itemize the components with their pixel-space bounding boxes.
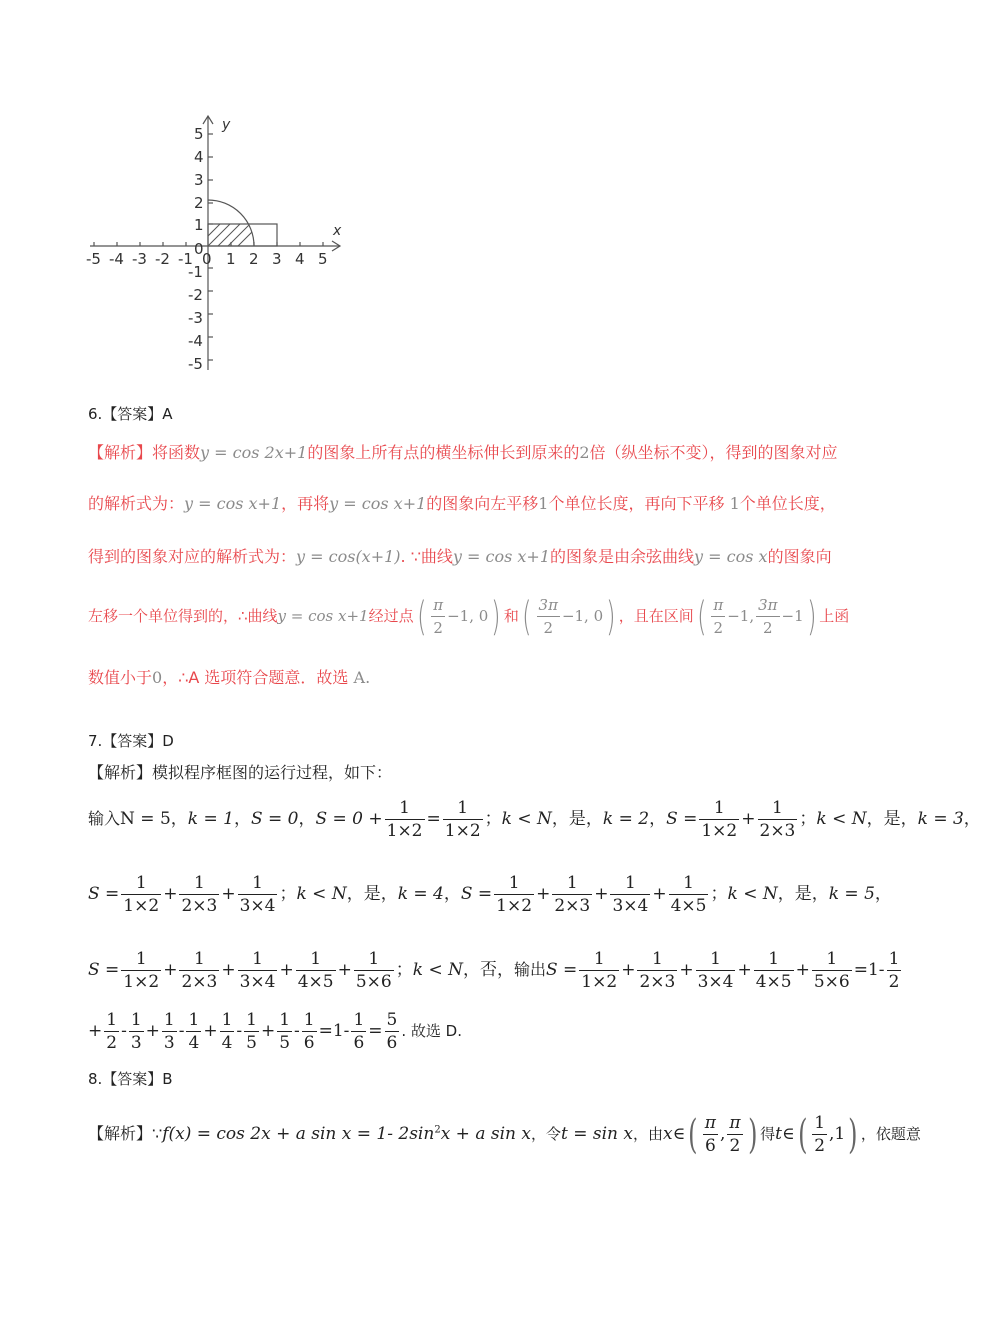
frac-num: 1	[696, 948, 736, 971]
frac-num: 1	[221, 1010, 233, 1030]
frac-den: 4	[188, 1033, 200, 1053]
y-tick: -4	[188, 332, 203, 350]
math: 2	[579, 443, 590, 462]
frac-num: 1	[758, 797, 798, 820]
frac-num: 5	[386, 1010, 398, 1030]
x-axis-label: x	[333, 223, 342, 239]
math: k < N	[816, 809, 867, 829]
text: 【解析】将函数	[88, 443, 201, 462]
math: k < N	[412, 960, 463, 980]
frac-num: 1	[552, 872, 592, 895]
math: -	[294, 1021, 300, 1041]
text: ，∴A 选项符合题意．故选	[162, 668, 349, 687]
math: −1	[781, 607, 804, 625]
math: +	[536, 884, 551, 904]
q7-answer-heading: 7.【答案】D	[88, 732, 174, 750]
text: . ∵曲线	[400, 547, 453, 566]
frac-den: 2	[433, 619, 443, 637]
text: 上函	[819, 607, 850, 625]
y-tick: -2	[188, 286, 203, 304]
text: . 故选 D.	[401, 1022, 462, 1040]
text: 输出	[513, 960, 546, 979]
frac-den: 2	[814, 1136, 826, 1156]
text: ，	[777, 884, 795, 904]
coordinate-graph	[84, 108, 354, 378]
math: +	[737, 960, 752, 980]
math: +	[260, 1021, 276, 1041]
frac-den: 1×2	[496, 896, 533, 916]
math: S = 0 +	[315, 809, 383, 829]
math: +	[221, 884, 236, 904]
frac-num: π	[729, 1113, 741, 1133]
q7-row-4	[88, 1009, 462, 1054]
frac-num: 1	[814, 1113, 826, 1133]
q6-explanation-line-4	[88, 594, 849, 639]
paren: (	[688, 1111, 698, 1158]
math: S = 0	[250, 809, 299, 829]
frac-den: 5	[246, 1033, 257, 1053]
frac-num: 1	[279, 1010, 291, 1030]
math: +	[594, 884, 609, 904]
frac-num: 1	[303, 1010, 315, 1030]
frac-den: 4×5	[297, 972, 334, 992]
frac-den: 1×2	[581, 972, 618, 992]
frac-num: 1	[238, 948, 278, 971]
math: +	[679, 960, 694, 980]
text: ，	[866, 809, 884, 829]
math: +	[163, 960, 178, 980]
frac-den: 4×5	[670, 896, 707, 916]
frac-den: 2×3	[554, 896, 591, 916]
frac-num: 1	[637, 948, 677, 971]
frac-den: 2	[713, 619, 724, 637]
math: x∈	[662, 1124, 686, 1144]
origin-label: 0	[194, 240, 204, 258]
y-tick: 5	[194, 125, 204, 143]
frac-num: 1	[812, 948, 852, 971]
frac-den: 2	[729, 1136, 741, 1156]
text: 得到的图象对应的解析式为：	[88, 547, 297, 566]
frac-num: 1	[610, 872, 650, 895]
text: 的图象上所有点的横坐标伸长到原来的	[307, 443, 580, 462]
text: 的解析式为：	[88, 494, 185, 513]
text: ；	[484, 809, 502, 829]
q6-explanation-line-3	[88, 546, 832, 568]
math: =	[368, 1021, 383, 1041]
text: ，由	[632, 1125, 663, 1143]
math: +	[203, 1021, 218, 1041]
frac-num: 1	[106, 1010, 118, 1030]
text: ，	[963, 809, 981, 829]
frac-den: 2	[543, 619, 553, 637]
y-tick: -1	[188, 263, 203, 281]
math: x + a sin x	[440, 1124, 531, 1144]
frac-num: 1	[296, 948, 336, 971]
text: ，	[380, 884, 398, 904]
x-tick: -3	[132, 250, 147, 268]
math: +	[163, 884, 178, 904]
text: 的图象向	[767, 547, 832, 566]
text: ，	[874, 884, 892, 904]
frac-num: 1	[121, 872, 161, 895]
math: −1, 0	[561, 607, 604, 625]
text: 得	[760, 1125, 776, 1143]
frac-den: 2×3	[181, 896, 218, 916]
math: k < N	[501, 809, 552, 829]
frac-den: 1×2	[701, 821, 738, 841]
y-tick: -5	[188, 355, 203, 373]
math: k = 2	[602, 809, 650, 829]
text: 左移一个单位得到的，∴曲线	[88, 607, 278, 625]
frac-num: 1	[179, 948, 219, 971]
text: ，	[233, 809, 251, 829]
frac-den: 2	[888, 972, 900, 992]
y-tick: -3	[188, 309, 203, 327]
x-tick: -2	[155, 250, 170, 268]
math: -	[236, 1021, 243, 1041]
q6-explanation-line-5	[88, 667, 370, 689]
text: 个单位长度，	[739, 494, 836, 513]
math: A	[353, 668, 366, 687]
math: S =	[460, 884, 493, 904]
frac-num: π	[704, 1113, 716, 1133]
math: +	[279, 960, 294, 980]
text: 是	[883, 809, 901, 829]
text: 和	[503, 607, 519, 625]
frac-den: 3	[163, 1033, 175, 1053]
q7-explanation-intro: 【解析】模拟程序框图的运行过程，如下：	[88, 763, 393, 782]
paren: )	[491, 593, 501, 640]
math: +	[221, 960, 236, 980]
math: -	[121, 1021, 127, 1041]
text: 是	[794, 884, 812, 904]
frac-num: 1	[888, 949, 900, 969]
text: 倍（纵坐标不变），得到的图象对应	[589, 443, 838, 462]
frac-den: 4×5	[755, 972, 792, 992]
paren: (	[522, 593, 532, 640]
math: +	[88, 1021, 103, 1041]
frac-den: 5×6	[355, 972, 392, 992]
text: ，	[298, 809, 316, 829]
frac-den: 3×4	[239, 972, 276, 992]
math-superscript: 2	[434, 1124, 441, 1136]
math: t∈	[775, 1124, 795, 1144]
y-tick: 1	[194, 216, 204, 234]
math: 1	[729, 494, 740, 513]
math: -	[178, 1021, 185, 1041]
text: ，	[900, 809, 918, 829]
frac-num: 1	[443, 797, 483, 820]
math: =	[426, 809, 441, 829]
frac-num: 1	[669, 872, 709, 895]
math: k = 4	[397, 884, 444, 904]
math: k < N	[727, 884, 778, 904]
text: ，令	[530, 1125, 561, 1143]
math: +	[337, 960, 352, 980]
frac-den: 2×3	[639, 972, 676, 992]
math: y = cos 2x+1	[200, 443, 308, 462]
math: y = cos x	[694, 547, 768, 566]
x-tick: -5	[86, 250, 101, 268]
text: 【解析】∵	[88, 1124, 163, 1143]
frac-den: 3×4	[697, 972, 734, 992]
text: ，再将	[281, 494, 330, 513]
frac-num: 1	[754, 948, 794, 971]
math: k = 5	[828, 884, 875, 904]
frac-num: 1	[353, 1010, 365, 1030]
x-tick: 3	[272, 250, 282, 268]
frac-den: 6	[386, 1033, 398, 1053]
math: +	[621, 960, 636, 980]
math: +	[795, 960, 810, 980]
text: ，依题意	[860, 1125, 921, 1143]
text: ，	[551, 809, 569, 829]
text: 数值小于	[88, 668, 153, 687]
text: 的图象是由余弦曲线	[550, 547, 695, 566]
frac-den: 2	[106, 1033, 118, 1053]
math: −1,	[727, 607, 755, 625]
text: ，	[649, 809, 667, 829]
math: t = sin x	[560, 1124, 633, 1144]
y-tick: 2	[194, 194, 204, 212]
x-tick: -4	[109, 250, 124, 268]
frac-den: 5×6	[813, 972, 850, 992]
q8-answer-heading: 8.【答案】B	[88, 1070, 173, 1088]
frac-num: 1	[699, 797, 739, 820]
paren: (	[797, 1111, 808, 1158]
q6-answer-heading: 6.【答案】A	[88, 405, 173, 423]
math: ,	[719, 1124, 726, 1144]
frac-num: 3π	[756, 594, 779, 617]
frac-num: π	[431, 594, 445, 617]
frac-num: 1	[130, 1010, 142, 1030]
frac-den: 6	[704, 1136, 716, 1156]
math: y = cos x+1	[277, 607, 369, 625]
math: y = cos x+1	[452, 547, 551, 566]
math: +	[145, 1021, 160, 1041]
math: .	[365, 668, 371, 687]
x-tick: 1	[226, 250, 236, 268]
text: ；	[799, 809, 817, 829]
text: 的图象向左平移	[426, 494, 539, 513]
frac-den: 1×2	[386, 821, 423, 841]
text: ，	[811, 884, 829, 904]
q7-row-3	[88, 948, 903, 993]
frac-num: 1	[179, 872, 219, 895]
frac-den: 3×4	[239, 896, 276, 916]
frac-den: 6	[303, 1033, 315, 1053]
math: S =	[546, 960, 578, 980]
frac-den: 2	[763, 619, 773, 637]
math: k < N	[296, 884, 347, 904]
frac-den: 1×2	[123, 972, 160, 992]
paren: (	[416, 593, 427, 640]
math: =1-	[853, 960, 885, 980]
text: ，	[585, 809, 603, 829]
math: +	[652, 884, 667, 904]
text: ，	[496, 960, 514, 980]
text: ；	[395, 960, 413, 980]
paren: )	[606, 593, 616, 640]
math: y = cos(x+1)	[296, 547, 401, 566]
q7-row-1	[88, 797, 981, 842]
math: k = 1	[187, 809, 234, 829]
x-tick: 2	[249, 250, 259, 268]
text: 是	[568, 809, 586, 829]
text: ，	[462, 960, 480, 980]
text: ，	[443, 884, 461, 904]
math: 0	[152, 668, 163, 687]
text: 否	[479, 960, 497, 980]
frac-num: 1	[246, 1010, 257, 1030]
math: S =	[88, 884, 120, 904]
paren: )	[806, 593, 817, 640]
paren: )	[848, 1111, 858, 1158]
math: 1	[538, 494, 549, 513]
text: 输入	[88, 809, 121, 828]
frac-den: 4	[221, 1033, 233, 1053]
q8-explanation-line-1	[88, 1112, 921, 1157]
frac-num: 3π	[537, 594, 560, 617]
frac-num: 1	[354, 948, 394, 971]
y-tick: 3	[194, 171, 204, 189]
frac-num: π	[711, 594, 725, 617]
y-tick: 4	[194, 148, 204, 166]
x-tick: 5	[318, 250, 328, 268]
math: +	[741, 809, 756, 829]
q7-row-2	[88, 872, 892, 917]
text: ；	[710, 884, 728, 904]
frac-den: 3×4	[612, 896, 649, 916]
paren: (	[696, 593, 707, 640]
math: y = cos x+1	[184, 494, 282, 513]
text: ，	[346, 884, 364, 904]
math: S =	[666, 809, 698, 829]
math: y = cos x+1	[329, 494, 427, 513]
text: ，且在区间	[618, 607, 694, 625]
paren: )	[747, 1111, 758, 1158]
frac-num: 1	[163, 1010, 175, 1030]
text: 经过点	[368, 607, 414, 625]
math: k = 3	[917, 809, 964, 829]
frac-num: 1	[238, 872, 278, 895]
frac-den: 6	[353, 1033, 365, 1053]
frac-den: 3	[130, 1033, 142, 1053]
math: ,1	[829, 1124, 846, 1144]
frac-den: 2×3	[759, 821, 796, 841]
frac-num: 1	[121, 948, 161, 971]
frac-num: 1	[188, 1010, 200, 1030]
q6-explanation-line-2	[88, 493, 836, 515]
math: =1-	[318, 1021, 350, 1041]
math: S =	[88, 960, 120, 980]
x-tick: -1	[178, 250, 193, 268]
x-tick: 0	[202, 250, 212, 268]
math: −1, 0	[447, 607, 489, 625]
text: 个单位长度，再向下平移	[548, 494, 725, 513]
frac-num: 1	[494, 872, 534, 895]
text: 是	[363, 884, 381, 904]
frac-den: 5	[279, 1033, 291, 1053]
y-axis-label: y	[222, 117, 231, 133]
frac-den: 1×2	[444, 821, 481, 841]
text: ，	[170, 809, 188, 829]
frac-den: 1×2	[123, 896, 160, 916]
math: f(x) = cos 2x + a sin x = 1- 2sin	[162, 1124, 435, 1144]
frac-num: 1	[385, 797, 425, 820]
text: ；	[279, 884, 297, 904]
q6-explanation-line-1	[88, 442, 838, 464]
math: N = 5	[120, 809, 171, 829]
frac-den: 2×3	[181, 972, 218, 992]
x-tick: 4	[295, 250, 305, 268]
frac-num: 1	[579, 948, 619, 971]
